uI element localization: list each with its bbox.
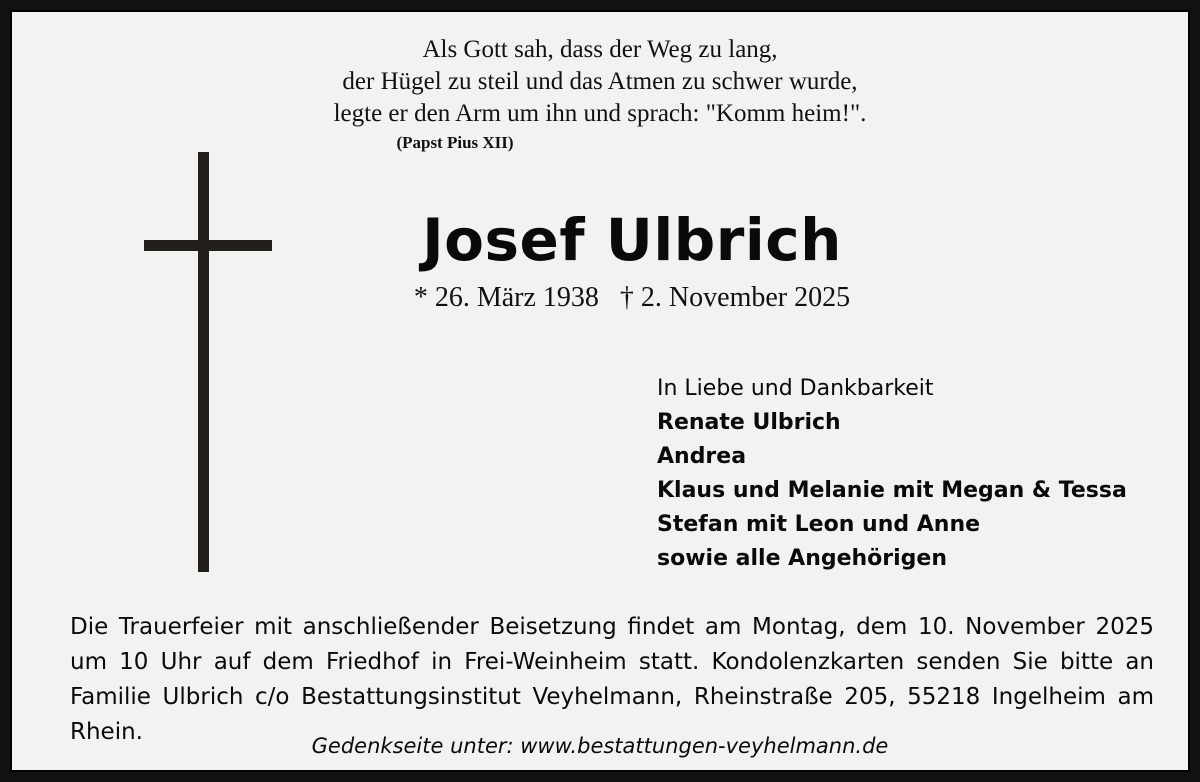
cross-horizontal-bar bbox=[144, 240, 272, 251]
cross-icon bbox=[132, 152, 292, 582]
mourner-name: Stefan mit Leon und Anne bbox=[657, 512, 981, 537]
poem-attribution: (Papst Pius XII) bbox=[396, 133, 514, 152]
mourner-name: Andrea bbox=[657, 444, 747, 469]
mourner-name: Klaus und Melanie mit Megan & Tessa bbox=[657, 478, 1127, 503]
poem-line-1: Als Gott sah, dass der Weg zu lang, bbox=[422, 36, 778, 63]
poem-block bbox=[12, 34, 1188, 153]
obituary-card bbox=[10, 10, 1190, 772]
poem-line-2: der Hügel zu steil und das Atmen zu schwer wurde, bbox=[342, 68, 858, 95]
mourners-block bbox=[657, 372, 1127, 576]
mourner-name: Renate Ulbrich bbox=[657, 410, 841, 435]
deceased-name: Josef Ulbrich bbox=[422, 206, 842, 274]
service-details: Die Trauerfeier mit anschließender Beisetzung findet am Montag, dem 10. November 2025 um 10 Uhr auf dem Friedhof in Frei-Weinheim statt. Kondolenzkarten senden Sie bitte an Familie Ulbrich c/o Bestattungsinstitut Veyhelmann, Rheinstraße 205, 55218 Ingelheim am Rhein. bbox=[70, 614, 1154, 745]
cross-vertical-bar bbox=[198, 152, 209, 572]
deceased-dates: * 26. März 1938 † 2. November 2025 bbox=[413, 282, 851, 313]
mourners-intro: In Liebe und Dankbarkeit bbox=[657, 376, 934, 401]
deceased-block bbox=[312, 208, 952, 314]
poem-line-3: legte er den Arm um ihn und sprach: "Komm heim!". bbox=[333, 100, 867, 127]
memorial-page-link[interactable]: Gedenkseite unter: www.bestattungen-veyhelmann.de bbox=[311, 734, 889, 758]
mourner-name: sowie alle Angehörigen bbox=[657, 546, 948, 571]
